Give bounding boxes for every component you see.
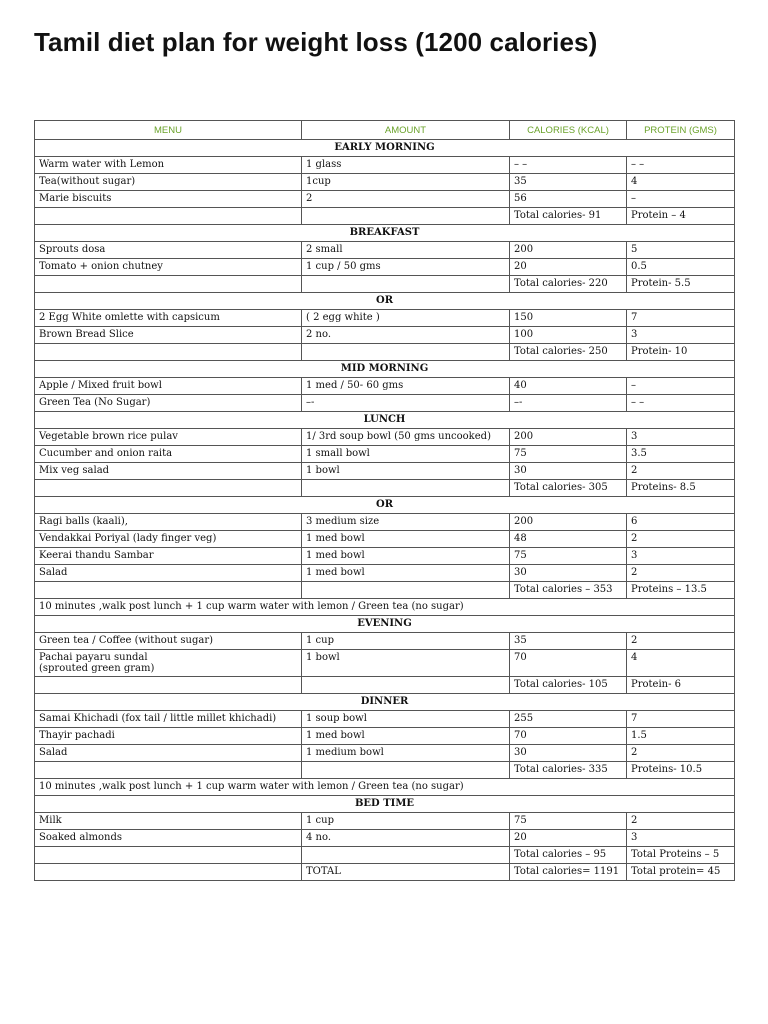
calories-cell: 20 bbox=[510, 830, 627, 847]
amount-cell bbox=[302, 276, 510, 293]
protein-cell: – – bbox=[627, 395, 735, 412]
table-row bbox=[35, 344, 735, 361]
table-row bbox=[35, 711, 735, 728]
protein-cell: Protein- 10 bbox=[627, 344, 735, 361]
calories-cell: Total calories- 250 bbox=[510, 344, 627, 361]
amount-cell: 4 no. bbox=[302, 830, 510, 847]
protein-cell: 7 bbox=[627, 711, 735, 728]
table-row bbox=[35, 677, 735, 694]
amount-cell: 1 med bowl bbox=[302, 565, 510, 582]
menu-cell: Ragi balls (kaali), bbox=[35, 514, 302, 531]
menu-cell: Marie biscuits bbox=[35, 191, 302, 208]
table-header-row bbox=[35, 121, 735, 140]
calories-cell: 35 bbox=[510, 174, 627, 191]
table-row bbox=[35, 745, 735, 762]
menu-cell bbox=[35, 208, 302, 225]
menu-cell: Sprouts dosa bbox=[35, 242, 302, 259]
diet-plan-table bbox=[34, 120, 735, 881]
menu-cell: Vendakkai Poriyal (lady finger veg) bbox=[35, 531, 302, 548]
menu-cell bbox=[35, 582, 302, 599]
menu-cell bbox=[35, 480, 302, 497]
menu-cell bbox=[35, 677, 302, 694]
menu-cell: Tea(without sugar) bbox=[35, 174, 302, 191]
calories-cell: 75 bbox=[510, 813, 627, 830]
table-row bbox=[35, 378, 735, 395]
calories-cell: 30 bbox=[510, 745, 627, 762]
menu-cell: Keerai thandu Sambar bbox=[35, 548, 302, 565]
amount-cell bbox=[302, 677, 510, 694]
table-row bbox=[35, 327, 735, 344]
calories-cell: Total calories- 220 bbox=[510, 276, 627, 293]
menu-cell bbox=[35, 847, 302, 864]
table-row bbox=[35, 276, 735, 293]
table-row bbox=[35, 864, 735, 881]
header-calories: CALORIES (KCAL) bbox=[510, 121, 627, 140]
table-row bbox=[35, 531, 735, 548]
amount-cell: 1/ 3rd soup bowl (50 gms uncooked) bbox=[302, 429, 510, 446]
calories-cell: 100 bbox=[510, 327, 627, 344]
table-row bbox=[35, 582, 735, 599]
table-row bbox=[35, 208, 735, 225]
calories-cell: 200 bbox=[510, 514, 627, 531]
header-protein: PROTEIN (GMS) bbox=[627, 121, 735, 140]
amount-cell bbox=[302, 582, 510, 599]
menu-cell: Salad bbox=[35, 745, 302, 762]
menu-cell: Green Tea (No Sugar) bbox=[35, 395, 302, 412]
amount-cell: 2 no. bbox=[302, 327, 510, 344]
calories-cell: Total calories – 95 bbox=[510, 847, 627, 864]
amount-cell: 2 bbox=[302, 191, 510, 208]
section-row bbox=[35, 497, 735, 514]
amount-cell: 1 cup / 50 gms bbox=[302, 259, 510, 276]
calories-cell: 56 bbox=[510, 191, 627, 208]
calories-cell: 255 bbox=[510, 711, 627, 728]
section-heading: EARLY MORNING bbox=[35, 140, 735, 157]
calories-cell: – – bbox=[510, 157, 627, 174]
section-row bbox=[35, 694, 735, 711]
amount-cell bbox=[302, 762, 510, 779]
table-row bbox=[35, 514, 735, 531]
calories-cell: 70 bbox=[510, 728, 627, 745]
menu-cell: Cucumber and onion raita bbox=[35, 446, 302, 463]
menu-cell: Warm water with Lemon bbox=[35, 157, 302, 174]
protein-cell: Protein- 5.5 bbox=[627, 276, 735, 293]
calories-cell: 200 bbox=[510, 429, 627, 446]
protein-cell: 3 bbox=[627, 429, 735, 446]
table-row bbox=[35, 310, 735, 327]
section-row bbox=[35, 616, 735, 633]
protein-cell: 3 bbox=[627, 548, 735, 565]
calories-cell: Total calories- 91 bbox=[510, 208, 627, 225]
protein-cell: 0.5 bbox=[627, 259, 735, 276]
menu-cell bbox=[35, 864, 302, 881]
menu-cell: Apple / Mixed fruit bowl bbox=[35, 378, 302, 395]
table-row bbox=[35, 191, 735, 208]
menu-cell: Tomato + onion chutney bbox=[35, 259, 302, 276]
protein-cell: – bbox=[627, 378, 735, 395]
table-row bbox=[35, 395, 735, 412]
protein-cell: Total protein= 45 bbox=[627, 864, 735, 881]
menu-cell: Green tea / Coffee (without sugar) bbox=[35, 633, 302, 650]
calories-cell: 20 bbox=[510, 259, 627, 276]
amount-cell: 2 small bbox=[302, 242, 510, 259]
calories-cell: 30 bbox=[510, 565, 627, 582]
protein-cell: Proteins- 8.5 bbox=[627, 480, 735, 497]
table-row bbox=[35, 174, 735, 191]
menu-cell bbox=[35, 344, 302, 361]
section-heading: DINNER bbox=[35, 694, 735, 711]
amount-cell: 1 soup bowl bbox=[302, 711, 510, 728]
calories-cell: Total calories – 353 bbox=[510, 582, 627, 599]
table-row bbox=[35, 480, 735, 497]
protein-cell: Proteins- 10.5 bbox=[627, 762, 735, 779]
protein-cell: 6 bbox=[627, 514, 735, 531]
header-amount: AMOUNT bbox=[302, 121, 510, 140]
amount-cell bbox=[302, 480, 510, 497]
protein-cell: 2 bbox=[627, 633, 735, 650]
amount-cell: 3 medium size bbox=[302, 514, 510, 531]
amount-cell bbox=[302, 344, 510, 361]
menu-cell bbox=[35, 650, 302, 677]
table-body bbox=[35, 140, 735, 881]
amount-cell: 1 cup bbox=[302, 813, 510, 830]
calories-cell: 150 bbox=[510, 310, 627, 327]
calories-cell: 48 bbox=[510, 531, 627, 548]
note-row bbox=[35, 779, 735, 796]
protein-cell: 5 bbox=[627, 242, 735, 259]
menu-cell: 2 Egg White omlette with capsicum bbox=[35, 310, 302, 327]
protein-cell: Proteins – 13.5 bbox=[627, 582, 735, 599]
amount-cell: 1 med bowl bbox=[302, 728, 510, 745]
calories-cell: 30 bbox=[510, 463, 627, 480]
protein-cell: 3 bbox=[627, 327, 735, 344]
protein-cell: – bbox=[627, 191, 735, 208]
table-row bbox=[35, 446, 735, 463]
table-row bbox=[35, 847, 735, 864]
menu-cell: Brown Bread Slice bbox=[35, 327, 302, 344]
menu-cell bbox=[35, 762, 302, 779]
amount-cell: TOTAL bbox=[302, 864, 510, 881]
calories-cell: 70 bbox=[510, 650, 627, 677]
header-menu: MENU bbox=[35, 121, 302, 140]
amount-cell: 1 med bowl bbox=[302, 531, 510, 548]
menu-cell: Thayir pachadi bbox=[35, 728, 302, 745]
protein-cell: Total Proteins – 5 bbox=[627, 847, 735, 864]
protein-cell: 4 bbox=[627, 174, 735, 191]
amount-cell: 1 bowl bbox=[302, 650, 510, 677]
protein-cell: 2 bbox=[627, 565, 735, 582]
calories-cell: –- bbox=[510, 395, 627, 412]
section-row bbox=[35, 225, 735, 242]
amount-cell: ( 2 egg white ) bbox=[302, 310, 510, 327]
table-row bbox=[35, 633, 735, 650]
section-heading: BREAKFAST bbox=[35, 225, 735, 242]
section-row bbox=[35, 361, 735, 378]
section-row bbox=[35, 293, 735, 310]
section-heading: MID MORNING bbox=[35, 361, 735, 378]
section-row bbox=[35, 140, 735, 157]
protein-cell: 1.5 bbox=[627, 728, 735, 745]
menu-item-subtitle: (sprouted green gram) bbox=[39, 663, 155, 674]
protein-cell: – – bbox=[627, 157, 735, 174]
protein-cell: 7 bbox=[627, 310, 735, 327]
menu-cell: Mix veg salad bbox=[35, 463, 302, 480]
table-row bbox=[35, 259, 735, 276]
calories-cell: Total calories= 1191 bbox=[510, 864, 627, 881]
menu-cell: Samai Khichadi (fox tail / little millet khichadi) bbox=[35, 711, 302, 728]
calories-cell: 75 bbox=[510, 446, 627, 463]
table-row bbox=[35, 548, 735, 565]
amount-cell: –- bbox=[302, 395, 510, 412]
note-text: 10 minutes ,walk post lunch + 1 cup warm water with lemon / Green tea (no sugar) bbox=[35, 599, 735, 616]
section-heading: OR bbox=[35, 497, 735, 514]
calories-cell: 40 bbox=[510, 378, 627, 395]
section-row bbox=[35, 796, 735, 813]
table-row bbox=[35, 429, 735, 446]
protein-cell: 2 bbox=[627, 463, 735, 480]
amount-cell: 1 cup bbox=[302, 633, 510, 650]
amount-cell: 1 bowl bbox=[302, 463, 510, 480]
section-heading: BED TIME bbox=[35, 796, 735, 813]
table-row bbox=[35, 728, 735, 745]
section-heading: OR bbox=[35, 293, 735, 310]
table-row bbox=[35, 650, 735, 677]
section-row bbox=[35, 412, 735, 429]
table-row bbox=[35, 813, 735, 830]
calories-cell: Total calories- 105 bbox=[510, 677, 627, 694]
calories-cell: Total calories- 305 bbox=[510, 480, 627, 497]
table-row bbox=[35, 565, 735, 582]
menu-cell: Soaked almonds bbox=[35, 830, 302, 847]
note-row bbox=[35, 599, 735, 616]
section-heading: LUNCH bbox=[35, 412, 735, 429]
calories-cell: Total calories- 335 bbox=[510, 762, 627, 779]
amount-cell bbox=[302, 208, 510, 225]
amount-cell: 1 med bowl bbox=[302, 548, 510, 565]
table-row bbox=[35, 762, 735, 779]
menu-cell bbox=[35, 276, 302, 293]
protein-cell: 3.5 bbox=[627, 446, 735, 463]
menu-cell: Milk bbox=[35, 813, 302, 830]
menu-item-name: Pachai payaru sundal bbox=[39, 652, 148, 663]
table-row bbox=[35, 157, 735, 174]
protein-cell: 3 bbox=[627, 830, 735, 847]
section-heading: EVENING bbox=[35, 616, 735, 633]
amount-cell: 1 med / 50- 60 gms bbox=[302, 378, 510, 395]
protein-cell: 2 bbox=[627, 531, 735, 548]
menu-cell: Vegetable brown rice pulav bbox=[35, 429, 302, 446]
menu-cell: Salad bbox=[35, 565, 302, 582]
calories-cell: 75 bbox=[510, 548, 627, 565]
table-row bbox=[35, 242, 735, 259]
note-text: 10 minutes ,walk post lunch + 1 cup warm water with lemon / Green tea (no sugar) bbox=[35, 779, 735, 796]
amount-cell bbox=[302, 847, 510, 864]
protein-cell: Protein – 4 bbox=[627, 208, 735, 225]
table-row bbox=[35, 463, 735, 480]
protein-cell: 4 bbox=[627, 650, 735, 677]
amount-cell: 1 glass bbox=[302, 157, 510, 174]
page-title: Tamil diet plan for weight loss (1200 calories) bbox=[34, 27, 598, 57]
protein-cell: 2 bbox=[627, 813, 735, 830]
protein-cell: 2 bbox=[627, 745, 735, 762]
table-row bbox=[35, 830, 735, 847]
amount-cell: 1cup bbox=[302, 174, 510, 191]
amount-cell: 1 medium bowl bbox=[302, 745, 510, 762]
calories-cell: 35 bbox=[510, 633, 627, 650]
protein-cell: Protein- 6 bbox=[627, 677, 735, 694]
calories-cell: 200 bbox=[510, 242, 627, 259]
amount-cell: 1 small bowl bbox=[302, 446, 510, 463]
